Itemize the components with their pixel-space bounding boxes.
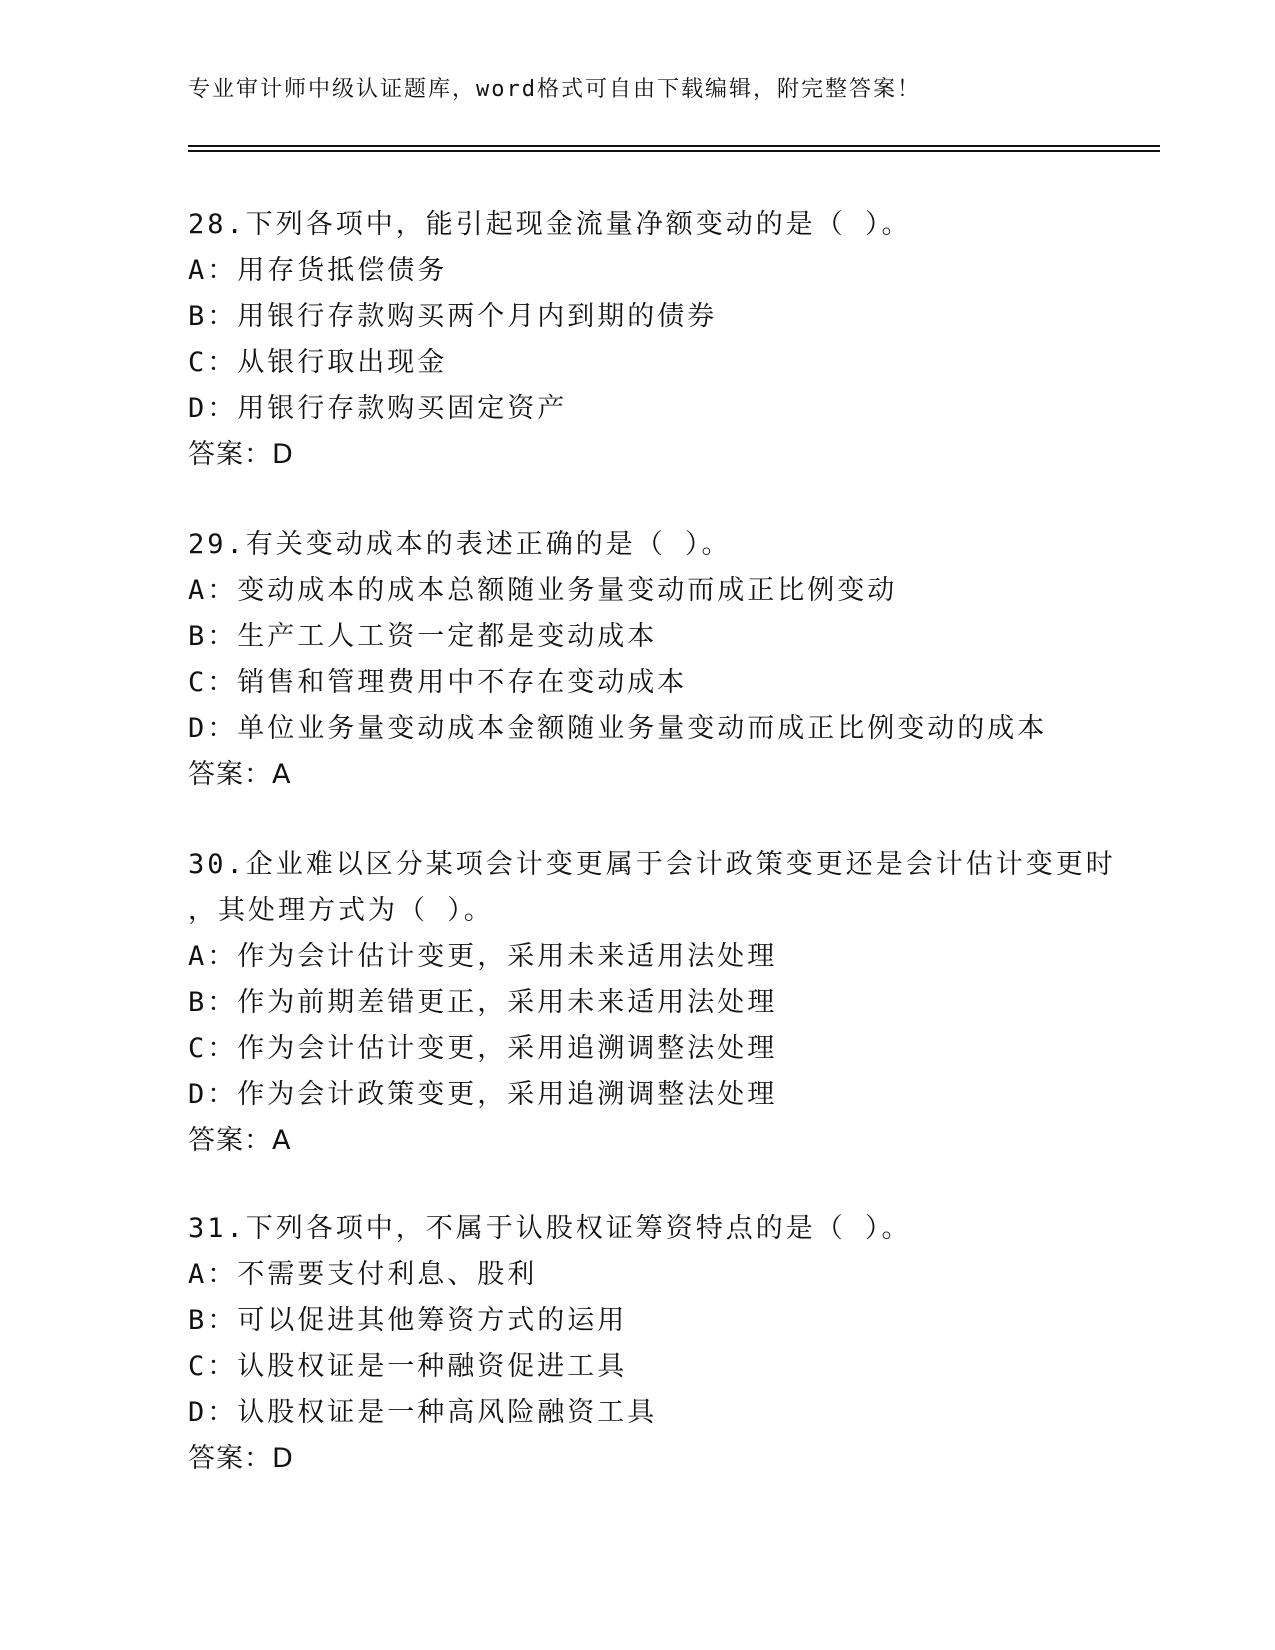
question-30: [188, 842, 1168, 1164]
question-stem: 31.下列各项中，不属于认股权证筹资特点的是（ ）。: [188, 1213, 912, 1244]
option-d: D：单位业务量变动成本金额随业务量变动而成正比例变动的成本: [188, 713, 1048, 744]
option-a: A：作为会计估计变更，采用未来适用法处理: [188, 941, 778, 972]
option-c: C：作为会计估计变更，采用追溯调整法处理: [188, 1033, 778, 1064]
question-28: [188, 202, 1168, 478]
option-d: D：用银行存款购买固定资产: [188, 393, 568, 424]
question-31: [188, 1206, 1168, 1482]
option-a: A：变动成本的成本总额随业务量变动而成正比例变动: [188, 575, 898, 606]
option-b: B：可以促进其他筹资方式的运用: [188, 1305, 628, 1336]
option-a: A：不需要支付利息、股利: [188, 1259, 538, 1290]
question-stem: 30.企业难以区分某项会计变更属于会计政策变更还是会计估计变更时: [188, 849, 1116, 880]
answer: 答案：D: [188, 439, 294, 470]
option-b: B：用银行存款购买两个月内到期的债券: [188, 301, 718, 332]
question-29: [188, 522, 1168, 798]
option-c: C：从银行取出现金: [188, 347, 448, 378]
option-b: B：作为前期差错更正，采用未来适用法处理: [188, 987, 778, 1018]
option-c: C：销售和管理费用中不存在变动成本: [188, 667, 688, 698]
answer: 答案：A: [188, 759, 292, 790]
question-stem: 28.下列各项中，能引起现金流量净额变动的是（ ）。: [188, 209, 912, 240]
option-d: D：认股权证是一种高风险融资工具: [188, 1397, 658, 1428]
question-stem: 29.有关变动成本的表述正确的是（ ）。: [188, 529, 732, 560]
question-stem-continued: ，其处理方式为（ ）。: [188, 895, 494, 926]
option-b: B：生产工人工资一定都是变动成本: [188, 621, 658, 652]
header-divider: [188, 145, 1160, 152]
option-c: C：认股权证是一种融资促进工具: [188, 1351, 628, 1382]
answer: 答案：A: [188, 1125, 292, 1156]
answer: 答案：D: [188, 1443, 294, 1474]
option-a: A：用存货抵偿债务: [188, 255, 448, 286]
option-d: D：作为会计政策变更，采用追溯调整法处理: [188, 1079, 778, 1110]
page-header: 专业审计师中级认证题库，word格式可自由下载编辑，附完整答案！: [188, 77, 921, 102]
